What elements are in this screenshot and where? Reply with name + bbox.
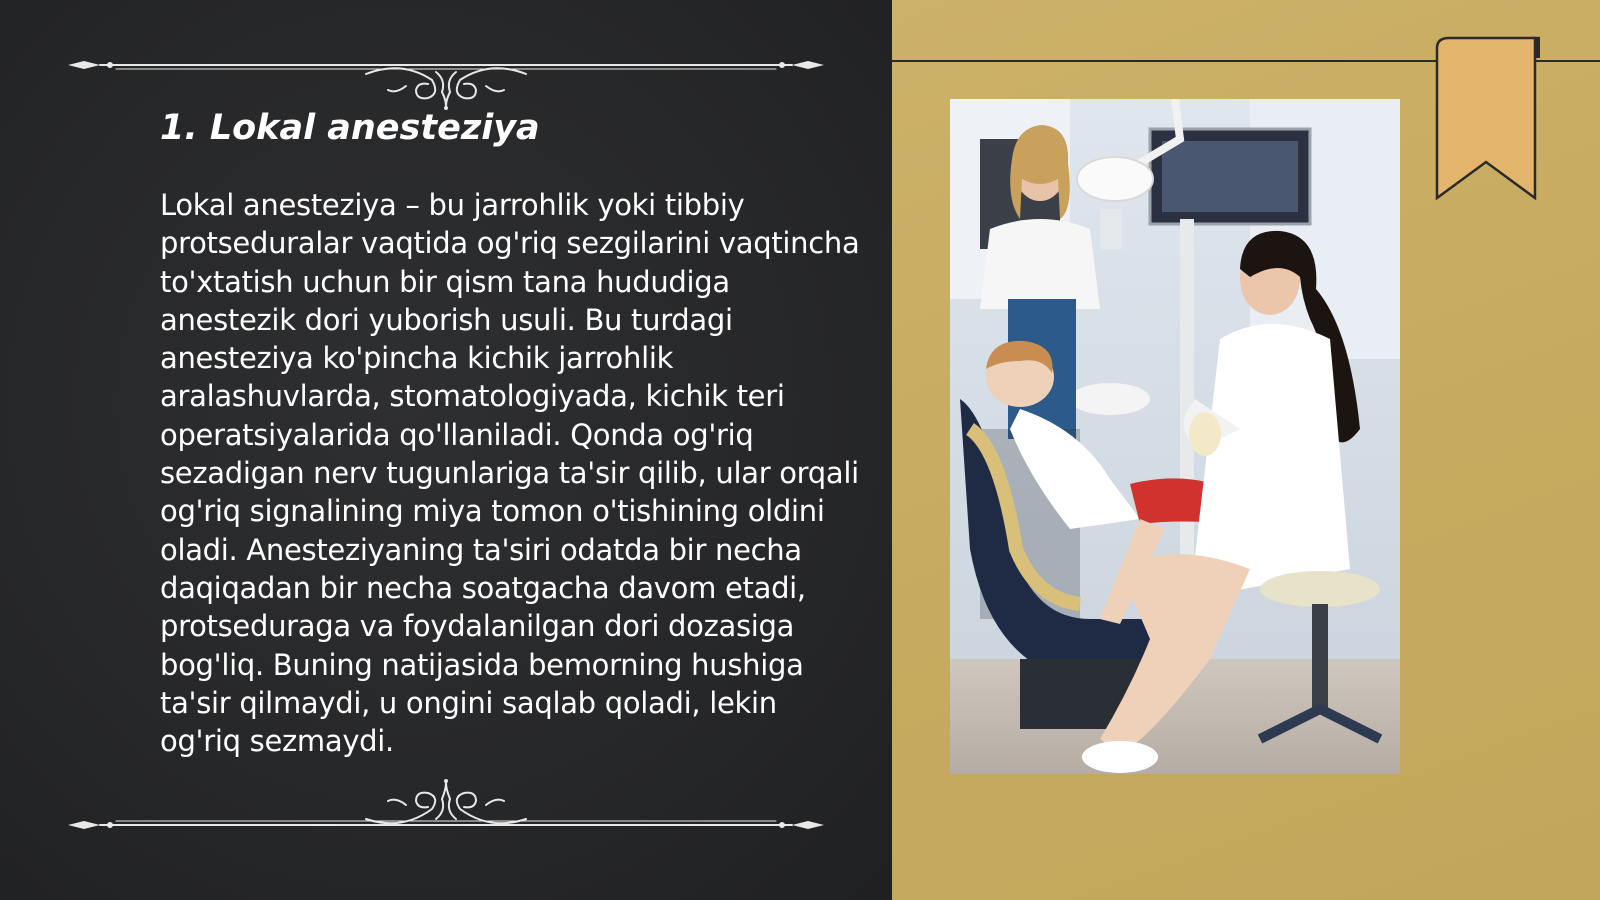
slide-body-text: Lokal anesteziya – bu jarrohlik yoki tibbiy protseduralar vaqtida og'riq sezgilarini vaqtincha to'xtatish uchun bir qism tana hududiga anestezik dori yuborish usuli. Bu turdagi anesteziya ko'pincha kichik jarrohlik aralashuvlarda, stomatologiyada, kichik teri operatsiyalarida qo'llaniladi. Qonda og'riq sezadigan nerv tugunlariga ta'sir qilib, ular orqali og'riq signalining miya tomon o'tishining oldini oladi. Anesteziyaning ta'siri odatda bir necha daqiqadan bir necha soatgacha davom etadi, protseduraga va foydalanilgan dori dozasiga bog'liq. Buning natijasida bemorning hushiga ta'sir qilmaydi, u ongini saqlab qoladi, lekin og'riq sezmaydi. (160, 188, 860, 759)
dental-clinic-photo (950, 99, 1400, 774)
slide-title: 1. Lokal anesteziya (160, 108, 540, 148)
scroll-divider-icon (66, 775, 826, 835)
bookmark-ribbon-icon (1435, 36, 1540, 200)
scroll-divider-icon (66, 50, 826, 110)
